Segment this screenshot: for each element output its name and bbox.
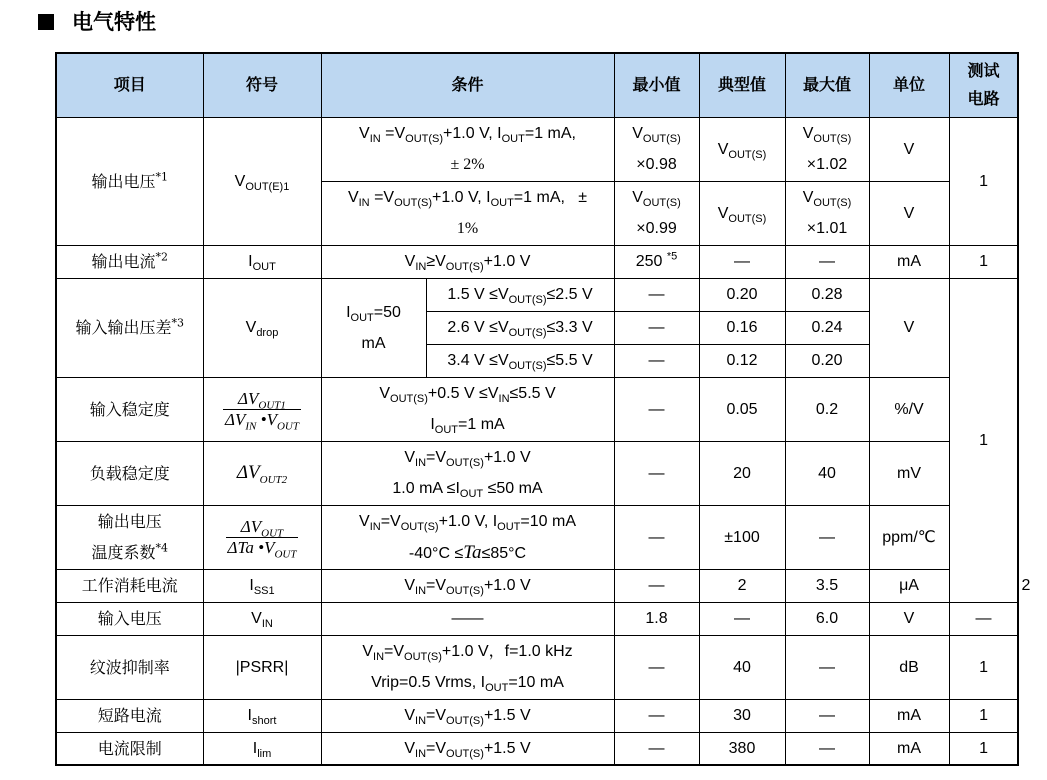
section-title: 电气特性 xyxy=(38,6,156,36)
circuit-psrr: 1 xyxy=(949,635,1018,699)
typ-vin: — xyxy=(699,602,785,635)
header-min: 最小值 xyxy=(614,53,699,117)
unit-vin: V xyxy=(869,602,949,635)
header-item: 项目 xyxy=(56,53,203,117)
header-typ: 典型值 xyxy=(699,53,785,117)
max-ilim: — xyxy=(785,732,869,765)
table-row xyxy=(56,377,1018,441)
condition-temp-coefficient: $V_{IN}=V_{OUT(S)}+1.0$ V, $I_{OUT}=10$ mA -40°C ≤Ta≤85°C xyxy=(321,505,614,569)
table-row: 工作消耗电流 $I_{SS1}$ $V_{IN}=V_{OUT(S)}+1.0$ V — 2 3.5 μA 2 xyxy=(56,569,1018,602)
unit-iss1: μA xyxy=(869,569,949,602)
typ-load-regulation: 20 xyxy=(699,441,785,505)
item-load-regulation: 负载稳定度 xyxy=(56,441,203,505)
condition-vdrop-iout: $I_{OUT}=50$ mA xyxy=(321,278,426,377)
min-vdrop-2: — xyxy=(614,311,699,344)
condition-ishort: $V_{IN}=V_{OUT(S)}+1.5$ V xyxy=(321,699,614,732)
item-line-regulation: 输入稳定度 xyxy=(56,377,203,441)
table-row xyxy=(56,245,1018,278)
typ-vout-2pct: $V_{OUT(S)}$ xyxy=(699,117,785,181)
unit-ilim: mA xyxy=(869,732,949,765)
condition-line-regulation: $V_{OUT(S)}+0.5$ $V \le V_{IN}\le 5.5$ V $I_{OUT}=1$ mA xyxy=(321,377,614,441)
circuit-ilim: 1 xyxy=(949,732,1018,765)
temp-coefficient-fraction: $\frac{\Delta V_{OUT}}{\Delta Ta •V_{OUT}}$ xyxy=(227,516,297,560)
min-iout: 250 $^{*5}$ xyxy=(614,245,699,278)
table-row xyxy=(56,278,1018,311)
condition-psrr: $V_{IN}=V_{OUT(S)}+1.0$ V，f=1.0 kHz Vrip=0.5 Vrms, $I_{OUT}=10$ mA xyxy=(321,635,614,699)
typ-vdrop-3: 0.12 xyxy=(699,344,785,377)
condition-vout-1pct: $V_{IN} =V_{OUT(S)}+1.0$ V, $I_{OUT}=1$ mA, ± 1% xyxy=(321,181,614,245)
max-vdrop-3: 0.20 xyxy=(785,344,869,377)
max-ishort: — xyxy=(785,699,869,732)
min-vdrop-1: — xyxy=(614,278,699,311)
item-psrr: 纹波抑制率 xyxy=(56,635,203,699)
item-short-current: 短路电流 xyxy=(56,699,203,732)
max-vdrop-1: 0.28 xyxy=(785,278,869,311)
header-circuit: 测试 电路 xyxy=(949,53,1018,117)
symbol-temp-coefficient xyxy=(203,505,321,569)
unit-ishort: mA xyxy=(869,699,949,732)
condition-load-regulation: $V_{IN}=V_{OUT(S)}+1.0$ V 1.0 mA $\le I_{OUT} \le 50$ mA xyxy=(321,441,614,505)
typ-psrr: 40 xyxy=(699,635,785,699)
max-temp-coefficient: — xyxy=(785,505,869,569)
min-temp-coefficient: — xyxy=(614,505,699,569)
item-output-voltage: 输出电压$^{*1}$ xyxy=(56,117,203,245)
symbol-vdrop: $V_{drop}$ xyxy=(203,278,321,377)
item-output-current: 输出电流$^{*2}$ xyxy=(56,245,203,278)
unit-psrr: dB xyxy=(869,635,949,699)
item-supply-current: 工作消耗电流 xyxy=(56,569,203,602)
min-vout-1pct: $V_{OUT(S)}$ ×0.99 xyxy=(614,181,699,245)
typ-iss1: 2 xyxy=(699,569,785,602)
typ-vout-1pct: $V_{OUT(S)}$ xyxy=(699,181,785,245)
typ-ilim: 380 xyxy=(699,732,785,765)
unit-iout: mA xyxy=(869,245,949,278)
max-iout: — xyxy=(785,245,869,278)
max-vout-1pct: $V_{OUT(S)}$ ×1.01 xyxy=(785,181,869,245)
item-input-voltage: 输入电压 xyxy=(56,602,203,635)
symbol-psrr: |PSRR| xyxy=(203,635,321,699)
symbol-iss1: $I_{SS1}$ xyxy=(203,569,321,602)
table-row xyxy=(56,732,1018,765)
condition-ilim: $V_{IN}=V_{OUT(S)}+1.5$ V xyxy=(321,732,614,765)
circuit-ishort: 1 xyxy=(949,699,1018,732)
typ-ishort: 30 xyxy=(699,699,785,732)
circuit-shared-block: 1 xyxy=(949,278,1018,602)
min-vdrop-3: — xyxy=(614,344,699,377)
min-vin: 1.8 xyxy=(614,602,699,635)
circuit-iout: 1 xyxy=(949,245,1018,278)
header-max: 最大值 xyxy=(785,53,869,117)
table-row xyxy=(56,505,1018,569)
symbol-iout: $I_{OUT}$ xyxy=(203,245,321,278)
symbol-ishort: $I_{short}$ xyxy=(203,699,321,732)
max-psrr: — xyxy=(785,635,869,699)
table-row xyxy=(56,117,1018,181)
line-regulation-fraction: $\frac{\Delta V_{OUT1}}{\Delta V_{IN} •V_{OUT}}$ xyxy=(225,388,299,432)
circuit-vin: — xyxy=(949,602,1018,635)
bullet-square-icon xyxy=(38,14,54,30)
max-vdrop-2: 0.24 xyxy=(785,311,869,344)
unit-line-regulation: %/V xyxy=(869,377,949,441)
condition-vout-2pct: $V_{IN} =V_{OUT(S)}+1.0$ V, $I_{OUT}=1$ mA, ± 2% xyxy=(321,117,614,181)
symbol-load-regulation: $\Delta V_{OUT2}$ xyxy=(203,441,321,505)
max-vout-2pct: $V_{OUT(S)}$ ×1.02 xyxy=(785,117,869,181)
item-temp-coefficient: 输出电压 温度系数$^{*4}$ xyxy=(56,505,203,569)
item-current-limit: 电流限制 xyxy=(56,732,203,765)
unit-temp-coefficient: ppm/℃ xyxy=(869,505,949,569)
unit-load-regulation: mV xyxy=(869,441,949,505)
condition-vin: —— xyxy=(321,602,614,635)
max-load-regulation: 40 xyxy=(785,441,869,505)
table-row xyxy=(56,602,1018,635)
table-row xyxy=(56,699,1018,732)
typ-line-regulation: 0.05 xyxy=(699,377,785,441)
table-header-row xyxy=(56,53,1018,117)
condition-vdrop-range2: 2.6 $V \le V_{OUT(S)}\le 3.3$ V xyxy=(426,311,614,344)
condition-vdrop-range1: 1.5 $V \le V_{OUT(S)}\le 2.5$ V xyxy=(426,278,614,311)
symbol-vout-e1: $V_{OUT(E)1}$ xyxy=(203,117,321,245)
table-row xyxy=(56,635,1018,699)
min-load-regulation: — xyxy=(614,441,699,505)
min-line-regulation: — xyxy=(614,377,699,441)
unit-vout-2pct: V xyxy=(869,117,949,181)
item-dropout-voltage: 输入输出压差$^{*3}$ xyxy=(56,278,203,377)
symbol-line-regulation xyxy=(203,377,321,441)
typ-vdrop-2: 0.16 xyxy=(699,311,785,344)
electrical-characteristics-table xyxy=(55,52,1031,766)
max-vin: 6.0 xyxy=(785,602,869,635)
symbol-ilim: $I_{lim}$ xyxy=(203,732,321,765)
typ-temp-coefficient: ±100 xyxy=(699,505,785,569)
typ-vdrop-1: 0.20 xyxy=(699,278,785,311)
max-iss1: 3.5 xyxy=(785,569,869,602)
condition-iss1: $V_{IN}=V_{OUT(S)}+1.0$ V xyxy=(321,569,614,602)
header-symbol: 符号 xyxy=(203,53,321,117)
min-ishort: — xyxy=(614,699,699,732)
typ-iout: — xyxy=(699,245,785,278)
condition-vdrop-range3: 3.4 $V \le V_{OUT(S)}\le 5.5$ V xyxy=(426,344,614,377)
min-psrr: — xyxy=(614,635,699,699)
min-iss1: — xyxy=(614,569,699,602)
table-row xyxy=(56,441,1018,505)
min-vout-2pct: $V_{OUT(S)}$ ×0.98 xyxy=(614,117,699,181)
header-condition: 条件 xyxy=(321,53,614,117)
condition-iout: $V_{IN}\ge V_{OUT(S)}+1.0$ V xyxy=(321,245,614,278)
unit-vout-1pct: V xyxy=(869,181,949,245)
min-ilim: — xyxy=(614,732,699,765)
symbol-vin: $V_{IN}$ xyxy=(203,602,321,635)
unit-vdrop: V xyxy=(869,278,949,377)
circuit-vout: 1 xyxy=(949,117,1018,245)
header-unit: 单位 xyxy=(869,53,949,117)
max-line-regulation: 0.2 xyxy=(785,377,869,441)
